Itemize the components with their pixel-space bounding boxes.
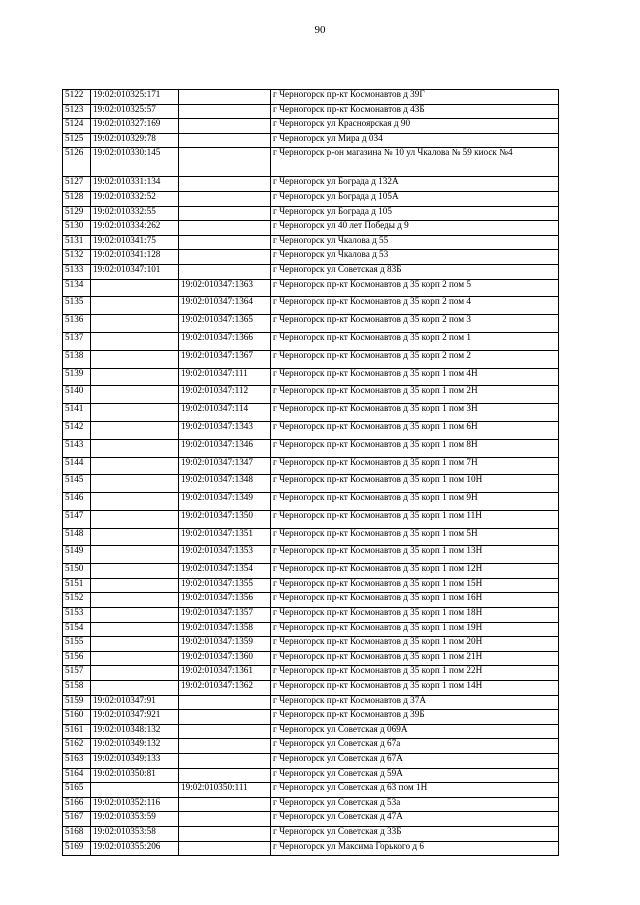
cadastral-number-cell: 19:02:010350:81: [91, 768, 179, 783]
address-cell: г Черногорск пр-кт Космонавтов д 35 корп 2 пом 1: [271, 332, 559, 350]
row-number-cell: 5147: [63, 510, 91, 528]
address-cell: г Черногорск ул Советская д 59А: [271, 768, 559, 783]
cadastral-number-cell: 19:02:010341:75: [91, 235, 179, 250]
address-cell: г Черногорск пр-кт Космонавтов д 35 корп 1 пом 12Н: [271, 564, 559, 579]
row-number-cell: 5127: [63, 177, 91, 192]
cadastral-number-cell: 19:02:010332:55: [91, 206, 179, 221]
new-cadastral-number-cell: [179, 177, 271, 192]
cadastral-number-cell: [91, 666, 179, 681]
row-number-cell: 5163: [63, 754, 91, 769]
table-row: [63, 510, 559, 528]
cadastral-number-cell: 19:02:010334:262: [91, 221, 179, 236]
table-row: [63, 457, 559, 475]
row-number-cell: 5130: [63, 221, 91, 236]
cadastral-number-cell: 19:02:010352:116: [91, 797, 179, 812]
cadastral-number-cell: 19:02:010325:171: [91, 90, 179, 105]
row-number-cell: 5153: [63, 608, 91, 623]
address-cell: г Черногорск пр-кт Космонавтов д 39Г: [271, 90, 559, 105]
table-row: [63, 812, 559, 827]
row-number-cell: 5155: [63, 637, 91, 652]
row-number-cell: 5152: [63, 593, 91, 608]
cadastral-number-cell: [91, 279, 179, 297]
new-cadastral-number-cell: 19:02:010347:112: [179, 386, 271, 404]
table-row: [63, 666, 559, 681]
row-number-cell: 5133: [63, 264, 91, 279]
new-cadastral-number-cell: [179, 235, 271, 250]
new-cadastral-number-cell: 19:02:010347:1351: [179, 528, 271, 546]
table-row: [63, 235, 559, 250]
row-number-cell: 5141: [63, 404, 91, 422]
cadastral-number-cell: 19:02:010353:58: [91, 826, 179, 841]
address-cell: г Черногорск пр-кт Космонавтов д 35 корп 1 пом 3Н: [271, 404, 559, 422]
address-cell: г Черногорск пр-кт Космонавтов д 35 корп 1 пом 4Н: [271, 368, 559, 386]
table-row: [63, 739, 559, 754]
new-cadastral-number-cell: 19:02:010347:1354: [179, 564, 271, 579]
table-row: [63, 797, 559, 812]
address-cell: г Черногорск пр-кт Космонавтов д 35 корп 1 пом 14Н: [271, 681, 559, 696]
table-row: [63, 206, 559, 221]
row-number-cell: 5162: [63, 739, 91, 754]
address-cell: г Черногорск пр-кт Космонавтов д 35 корп 2 пом 3: [271, 315, 559, 333]
new-cadastral-number-cell: 19:02:010347:1366: [179, 332, 271, 350]
new-cadastral-number-cell: 19:02:010347:1361: [179, 666, 271, 681]
table-row: [63, 148, 559, 177]
new-cadastral-number-cell: 19:02:010347:1343: [179, 421, 271, 439]
cadastral-number-cell: 19:02:010329:78: [91, 133, 179, 148]
row-number-cell: 5167: [63, 812, 91, 827]
registry-table: [62, 89, 559, 856]
table-row: [63, 90, 559, 105]
new-cadastral-number-cell: [179, 695, 271, 710]
address-cell: г Черногорск ул Красноярская д 90: [271, 119, 559, 134]
table-row: [63, 724, 559, 739]
table-row: [63, 404, 559, 422]
row-number-cell: 5137: [63, 332, 91, 350]
new-cadastral-number-cell: [179, 148, 271, 177]
cadastral-number-cell: 19:02:010349:132: [91, 739, 179, 754]
address-cell: г Черногорск пр-кт Космонавтов д 39Б: [271, 710, 559, 725]
table-row: [63, 332, 559, 350]
new-cadastral-number-cell: [179, 119, 271, 134]
row-number-cell: 5143: [63, 439, 91, 457]
address-cell: г Черногорск ул Советская д 069А: [271, 724, 559, 739]
new-cadastral-number-cell: 19:02:010347:1355: [179, 578, 271, 593]
cadastral-number-cell: 19:02:010330:145: [91, 148, 179, 177]
table-row: [63, 221, 559, 236]
new-cadastral-number-cell: 19:02:010347:1348: [179, 475, 271, 493]
row-number-cell: 5131: [63, 235, 91, 250]
row-number-cell: 5145: [63, 475, 91, 493]
cadastral-number-cell: [91, 637, 179, 652]
row-number-cell: 5139: [63, 368, 91, 386]
table-row: [63, 754, 559, 769]
table-row: [63, 475, 559, 493]
cadastral-number-cell: [91, 368, 179, 386]
row-number-cell: 5134: [63, 279, 91, 297]
table-row: [63, 315, 559, 333]
row-number-cell: 5140: [63, 386, 91, 404]
row-number-cell: 5159: [63, 695, 91, 710]
row-number-cell: 5124: [63, 119, 91, 134]
row-number-cell: 5126: [63, 148, 91, 177]
table-row: [63, 177, 559, 192]
row-number-cell: 5169: [63, 841, 91, 856]
cadastral-number-cell: 19:02:010353:59: [91, 812, 179, 827]
address-cell: г Черногорск пр-кт Космонавтов д 43Б: [271, 104, 559, 119]
page-number: 90: [314, 24, 326, 36]
address-cell: г Черногорск пр-кт Космонавтов д 35 корп 2 пом 5: [271, 279, 559, 297]
cadastral-number-cell: [91, 528, 179, 546]
row-number-cell: 5144: [63, 457, 91, 475]
new-cadastral-number-cell: 19:02:010347:1356: [179, 593, 271, 608]
new-cadastral-number-cell: [179, 90, 271, 105]
row-number-cell: 5161: [63, 724, 91, 739]
cadastral-number-cell: 19:02:010349:133: [91, 754, 179, 769]
new-cadastral-number-cell: 19:02:010347:1353: [179, 546, 271, 564]
table-row: [63, 104, 559, 119]
address-cell: г Черногорск ул Советская д 67а: [271, 739, 559, 754]
address-cell: г Черногорск пр-кт Космонавтов д 35 корп 1 пом 10Н: [271, 475, 559, 493]
row-number-cell: 5168: [63, 826, 91, 841]
new-cadastral-number-cell: [179, 221, 271, 236]
new-cadastral-number-cell: [179, 206, 271, 221]
row-number-cell: 5136: [63, 315, 91, 333]
new-cadastral-number-cell: [179, 826, 271, 841]
cadastral-number-cell: [91, 475, 179, 493]
address-cell: г Черногорск пр-кт Космонавтов д 35 корп 1 пом 16Н: [271, 593, 559, 608]
new-cadastral-number-cell: [179, 739, 271, 754]
new-cadastral-number-cell: [179, 797, 271, 812]
address-cell: г Черногорск пр-кт Космонавтов д 37А: [271, 695, 559, 710]
table-row: [63, 297, 559, 315]
row-number-cell: 5146: [63, 493, 91, 511]
table-row: [63, 681, 559, 696]
row-number-cell: 5132: [63, 250, 91, 265]
row-number-cell: 5154: [63, 622, 91, 637]
cadastral-number-cell: [91, 421, 179, 439]
new-cadastral-number-cell: [179, 768, 271, 783]
address-cell: г Черногорск пр-кт Космонавтов д 35 корп 1 пом 11Н: [271, 510, 559, 528]
address-cell: г Черногорск пр-кт Космонавтов д 35 корп 1 пом 9Н: [271, 493, 559, 511]
row-number-cell: 5129: [63, 206, 91, 221]
address-cell: г Черногорск ул Бограда д 132А: [271, 177, 559, 192]
address-cell: г Черногорск ул Мира д 034: [271, 133, 559, 148]
cadastral-number-cell: [91, 578, 179, 593]
address-cell: г Черногорск ул Бограда д 105А: [271, 191, 559, 206]
address-cell: г Черногорск пр-кт Космонавтов д 35 корп 1 пом 5Н: [271, 528, 559, 546]
row-number-cell: 5151: [63, 578, 91, 593]
cadastral-number-cell: [91, 593, 179, 608]
row-number-cell: 5148: [63, 528, 91, 546]
cadastral-number-cell: [91, 546, 179, 564]
address-cell: г Черногорск пр-кт Космонавтов д 35 корп 1 пом 2Н: [271, 386, 559, 404]
new-cadastral-number-cell: 19:02:010347:1362: [179, 681, 271, 696]
table-row: [63, 768, 559, 783]
table-row: [63, 279, 559, 297]
cadastral-number-cell: [91, 332, 179, 350]
table-row: [63, 651, 559, 666]
row-number-cell: 5122: [63, 90, 91, 105]
row-number-cell: 5160: [63, 710, 91, 725]
row-number-cell: 5138: [63, 350, 91, 368]
address-cell: г Черногорск ул Советская д 47А: [271, 812, 559, 827]
address-cell: г Черногорск пр-кт Космонавтов д 35 корп 1 пом 8Н: [271, 439, 559, 457]
address-cell: г Черногорск пр-кт Космонавтов д 35 корп 1 пом 19Н: [271, 622, 559, 637]
cadastral-number-cell: 19:02:010325:57: [91, 104, 179, 119]
new-cadastral-number-cell: [179, 264, 271, 279]
new-cadastral-number-cell: 19:02:010347:1349: [179, 493, 271, 511]
table-row: [63, 622, 559, 637]
address-cell: г Черногорск пр-кт Космонавтов д 35 корп 1 пом 13Н: [271, 546, 559, 564]
address-cell: г Черногорск ул Чкалова д 55: [271, 235, 559, 250]
row-number-cell: 5156: [63, 651, 91, 666]
table-row: [63, 578, 559, 593]
new-cadastral-number-cell: 19:02:010347:1357: [179, 608, 271, 623]
address-cell: г Черногорск пр-кт Космонавтов д 35 корп 2 пом 2: [271, 350, 559, 368]
cadastral-number-cell: 19:02:010332:52: [91, 191, 179, 206]
cadastral-number-cell: 19:02:010347:921: [91, 710, 179, 725]
cadastral-number-cell: [91, 297, 179, 315]
address-cell: г Черногорск ул Советская д 33Б: [271, 826, 559, 841]
table-row: [63, 264, 559, 279]
table-row: [63, 191, 559, 206]
table-row: [63, 528, 559, 546]
new-cadastral-number-cell: 19:02:010347:1350: [179, 510, 271, 528]
table-row: [63, 119, 559, 134]
registry-table-body: [63, 90, 559, 856]
address-cell: г Черногорск ул 40 лет Победы д 9: [271, 221, 559, 236]
table-row: [63, 493, 559, 511]
address-cell: г Черногорск ул Чкалова д 53: [271, 250, 559, 265]
table-row: [63, 841, 559, 856]
row-number-cell: 5125: [63, 133, 91, 148]
table-row: [63, 133, 559, 148]
table-row: [63, 250, 559, 265]
cadastral-number-cell: [91, 457, 179, 475]
table-row: [63, 783, 559, 798]
table-row: [63, 608, 559, 623]
new-cadastral-number-cell: 19:02:010347:1364: [179, 297, 271, 315]
table-row: [63, 546, 559, 564]
address-cell: г Черногорск пр-кт Космонавтов д 35 корп 1 пом 7Н: [271, 457, 559, 475]
new-cadastral-number-cell: [179, 133, 271, 148]
cadastral-number-cell: [91, 510, 179, 528]
cadastral-number-cell: [91, 651, 179, 666]
table-row: [63, 826, 559, 841]
row-number-cell: 5128: [63, 191, 91, 206]
cadastral-number-cell: [91, 493, 179, 511]
table-row: [63, 564, 559, 579]
cadastral-number-cell: [91, 783, 179, 798]
address-cell: г Черногорск пр-кт Космонавтов д 35 корп 1 пом 21Н: [271, 651, 559, 666]
new-cadastral-number-cell: 19:02:010350:111: [179, 783, 271, 798]
row-number-cell: 5142: [63, 421, 91, 439]
address-cell: г Черногорск ул Советская д 83Б: [271, 264, 559, 279]
cadastral-number-cell: [91, 622, 179, 637]
address-cell: г Черногорск ул Бограда д 105: [271, 206, 559, 221]
new-cadastral-number-cell: 19:02:010347:114: [179, 404, 271, 422]
table-row: [63, 439, 559, 457]
new-cadastral-number-cell: [179, 250, 271, 265]
new-cadastral-number-cell: [179, 812, 271, 827]
address-cell: г Черногорск пр-кт Космонавтов д 35 корп 1 пом 15Н: [271, 578, 559, 593]
cadastral-number-cell: 19:02:010347:91: [91, 695, 179, 710]
row-number-cell: 5164: [63, 768, 91, 783]
address-cell: г Черногорск пр-кт Космонавтов д 35 корп 2 пом 4: [271, 297, 559, 315]
cadastral-number-cell: [91, 681, 179, 696]
address-cell: г Черногорск ул Советская д 53а: [271, 797, 559, 812]
table-row: [63, 695, 559, 710]
table-row: [63, 710, 559, 725]
cadastral-number-cell: [91, 315, 179, 333]
address-cell: г Черногорск ул Советская д 63 пом 1Н: [271, 783, 559, 798]
row-number-cell: 5149: [63, 546, 91, 564]
new-cadastral-number-cell: 19:02:010347:1358: [179, 622, 271, 637]
new-cadastral-number-cell: [179, 754, 271, 769]
cadastral-number-cell: 19:02:010348:132: [91, 724, 179, 739]
address-cell: г Черногорск ул Максима Горького д 6: [271, 841, 559, 856]
address-cell: г Черногорск пр-кт Космонавтов д 35 корп 1 пом 22Н: [271, 666, 559, 681]
row-number-cell: 5123: [63, 104, 91, 119]
new-cadastral-number-cell: [179, 841, 271, 856]
new-cadastral-number-cell: 19:02:010347:1365: [179, 315, 271, 333]
table-row: [63, 368, 559, 386]
cadastral-number-cell: 19:02:010347:101: [91, 264, 179, 279]
row-number-cell: 5165: [63, 783, 91, 798]
cadastral-number-cell: 19:02:010327:169: [91, 119, 179, 134]
cadastral-number-cell: [91, 439, 179, 457]
table-row: [63, 593, 559, 608]
new-cadastral-number-cell: 19:02:010347:1359: [179, 637, 271, 652]
new-cadastral-number-cell: 19:02:010347:1347: [179, 457, 271, 475]
row-number-cell: 5157: [63, 666, 91, 681]
new-cadastral-number-cell: 19:02:010347:1360: [179, 651, 271, 666]
new-cadastral-number-cell: 19:02:010347:1346: [179, 439, 271, 457]
cadastral-number-cell: [91, 608, 179, 623]
cadastral-number-cell: 19:02:010331:134: [91, 177, 179, 192]
table-row: [63, 350, 559, 368]
row-number-cell: 5135: [63, 297, 91, 315]
row-number-cell: 5166: [63, 797, 91, 812]
row-number-cell: 5150: [63, 564, 91, 579]
table-row: [63, 637, 559, 652]
table-row: [63, 386, 559, 404]
cadastral-number-cell: [91, 386, 179, 404]
cadastral-number-cell: 19:02:010355:206: [91, 841, 179, 856]
address-cell: г Черногорск ул Советская д 67А: [271, 754, 559, 769]
new-cadastral-number-cell: [179, 724, 271, 739]
cadastral-number-cell: [91, 564, 179, 579]
row-number-cell: 5158: [63, 681, 91, 696]
new-cadastral-number-cell: 19:02:010347:1367: [179, 350, 271, 368]
table-row: [63, 421, 559, 439]
cadastral-number-cell: [91, 404, 179, 422]
cadastral-number-cell: [91, 350, 179, 368]
address-cell: г Черногорск пр-кт Космонавтов д 35 корп 1 пом 20Н: [271, 637, 559, 652]
address-cell: г Черногорск пр-кт Космонавтов д 35 корп 1 пом 6Н: [271, 421, 559, 439]
new-cadastral-number-cell: 19:02:010347:111: [179, 368, 271, 386]
address-cell: г Черногорск пр-кт Космонавтов д 35 корп 1 пом 18Н: [271, 608, 559, 623]
cadastral-number-cell: 19:02:010341:128: [91, 250, 179, 265]
new-cadastral-number-cell: 19:02:010347:1363: [179, 279, 271, 297]
new-cadastral-number-cell: [179, 191, 271, 206]
new-cadastral-number-cell: [179, 710, 271, 725]
new-cadastral-number-cell: [179, 104, 271, 119]
address-cell: г Черногорск р-он магазина № 10 ул Чкалова № 59 киоск №4: [271, 148, 559, 177]
